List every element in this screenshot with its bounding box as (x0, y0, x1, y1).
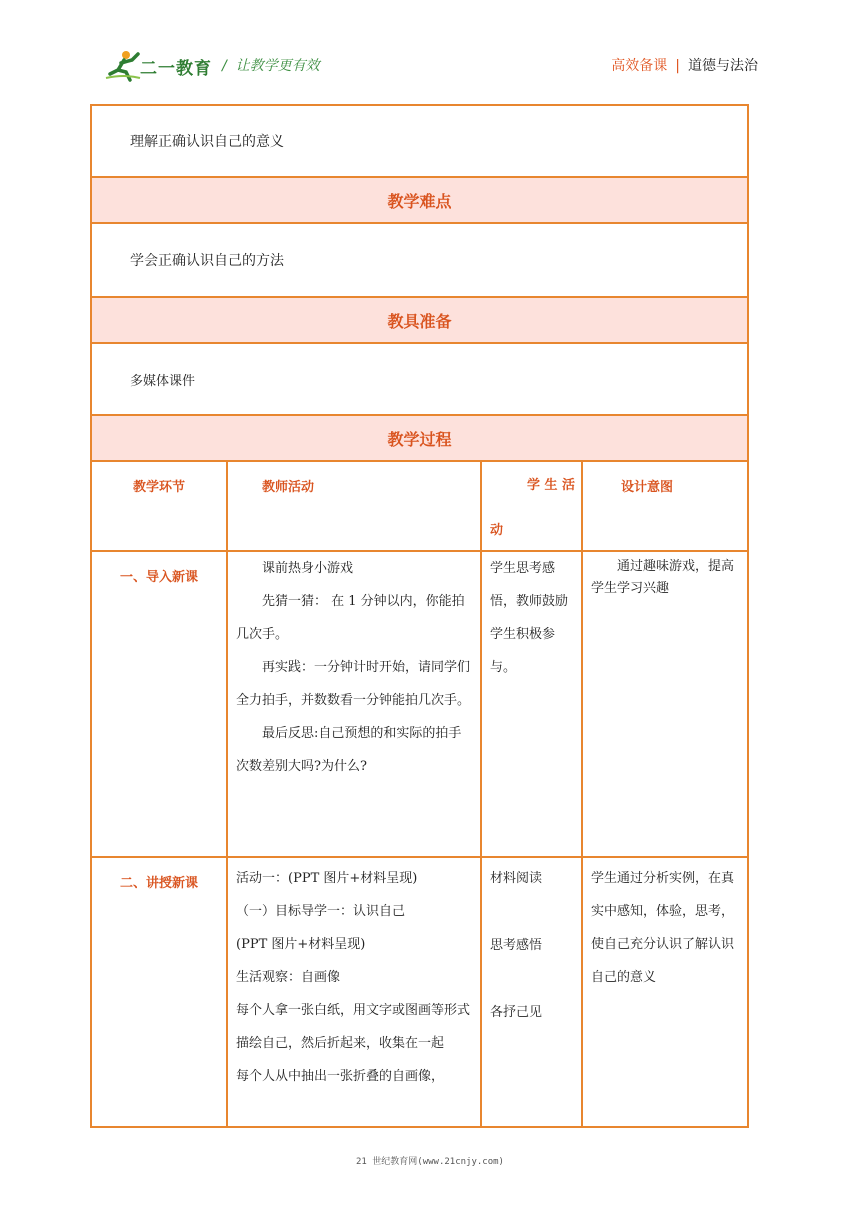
design-intent-intro (582, 551, 748, 857)
intent-text: 通过趣味游戏，提高学生学习兴趣 (591, 559, 735, 596)
difficulty-row (91, 223, 748, 297)
teacher-line: 每个人拿一张白纸，用文字或图画等形式描绘自己，然后折起来，收集在一起 (236, 1003, 471, 1051)
section-title-process: 教学过程 (91, 415, 748, 461)
teacher-line: 最后反思:自己预想的和实际的拍手次数差别大吗?为什么? (236, 726, 462, 774)
teacher-line: 生活观察：自画像 (236, 970, 341, 985)
column-header-teacher: 教师活动 (227, 461, 481, 551)
student-line: 思考感悟 (490, 938, 543, 953)
page-footer: 21 世纪教育网(www.21cnjy.com) (356, 1157, 504, 1167)
section-title-difficulty: 教学难点 (91, 177, 748, 223)
student-activity-intro: 学生思考感悟，教师鼓励学生积极参与。 (481, 551, 582, 857)
student-line: 各抒己见 (490, 1005, 543, 1020)
tools-row (91, 343, 748, 415)
teacher-line: 每个人从中抽出一张折叠的自画像， (236, 1069, 445, 1084)
teacher-line: （一）目标导学一：认识自己 (236, 904, 406, 919)
header-right (611, 55, 758, 75)
teacher-line: (PPT 图片+材料呈现) (236, 937, 366, 952)
header-slogan (222, 55, 320, 75)
stage-new-lesson: 二、讲授新课 (91, 857, 227, 1127)
lesson-plan-table (90, 104, 749, 1128)
objective-row (91, 105, 748, 177)
tools-text: 多媒体课件 (130, 373, 196, 389)
section-title-tools: 教具准备 (91, 297, 748, 343)
teacher-activity-new-lesson (227, 857, 481, 1127)
student-activity-new-lesson (481, 857, 582, 1127)
design-intent-new-lesson: 学生通过分析实例，在真实中感知，体验，思考，使自己充分认识了解认识自己的意义 (582, 857, 748, 1127)
header-label: 高效备课 (611, 58, 668, 74)
teacher-line: 先猜一猜： 在 1 分钟以内，你能拍几次手。 (236, 594, 465, 642)
slogan-text: 让教学更有效 (235, 58, 320, 74)
student-header-line1: 学 生 活 (526, 478, 575, 493)
stage-intro: 一、导入新课 (91, 551, 227, 857)
column-header-stage: 教学环节 (91, 461, 227, 551)
logo-text: 二一教育 (140, 59, 212, 79)
teacher-line: 课前热身小游戏 (262, 561, 354, 576)
student-header-line2: 动 (490, 523, 504, 538)
header-subject: 道德与法治 (688, 58, 758, 74)
student-line: 材料阅读 (490, 871, 543, 886)
slash: / (222, 58, 227, 74)
page-header (0, 0, 860, 95)
column-header-intent: 设计意图 (582, 461, 748, 551)
difficulty-text: 学会正确认识自己的方法 (130, 253, 284, 269)
teacher-line: 再实践：一分钟计时开始，请同学们全力拍手，并数数看一分钟能拍几次手。 (236, 660, 471, 708)
header-separator: | (675, 58, 680, 74)
objective-text: 理解正确认识自己的意义 (130, 134, 284, 150)
teacher-line: 活动一：(PPT 图片+材料呈现) (236, 871, 418, 886)
teacher-activity-intro (227, 551, 481, 857)
column-header-student (481, 461, 582, 551)
